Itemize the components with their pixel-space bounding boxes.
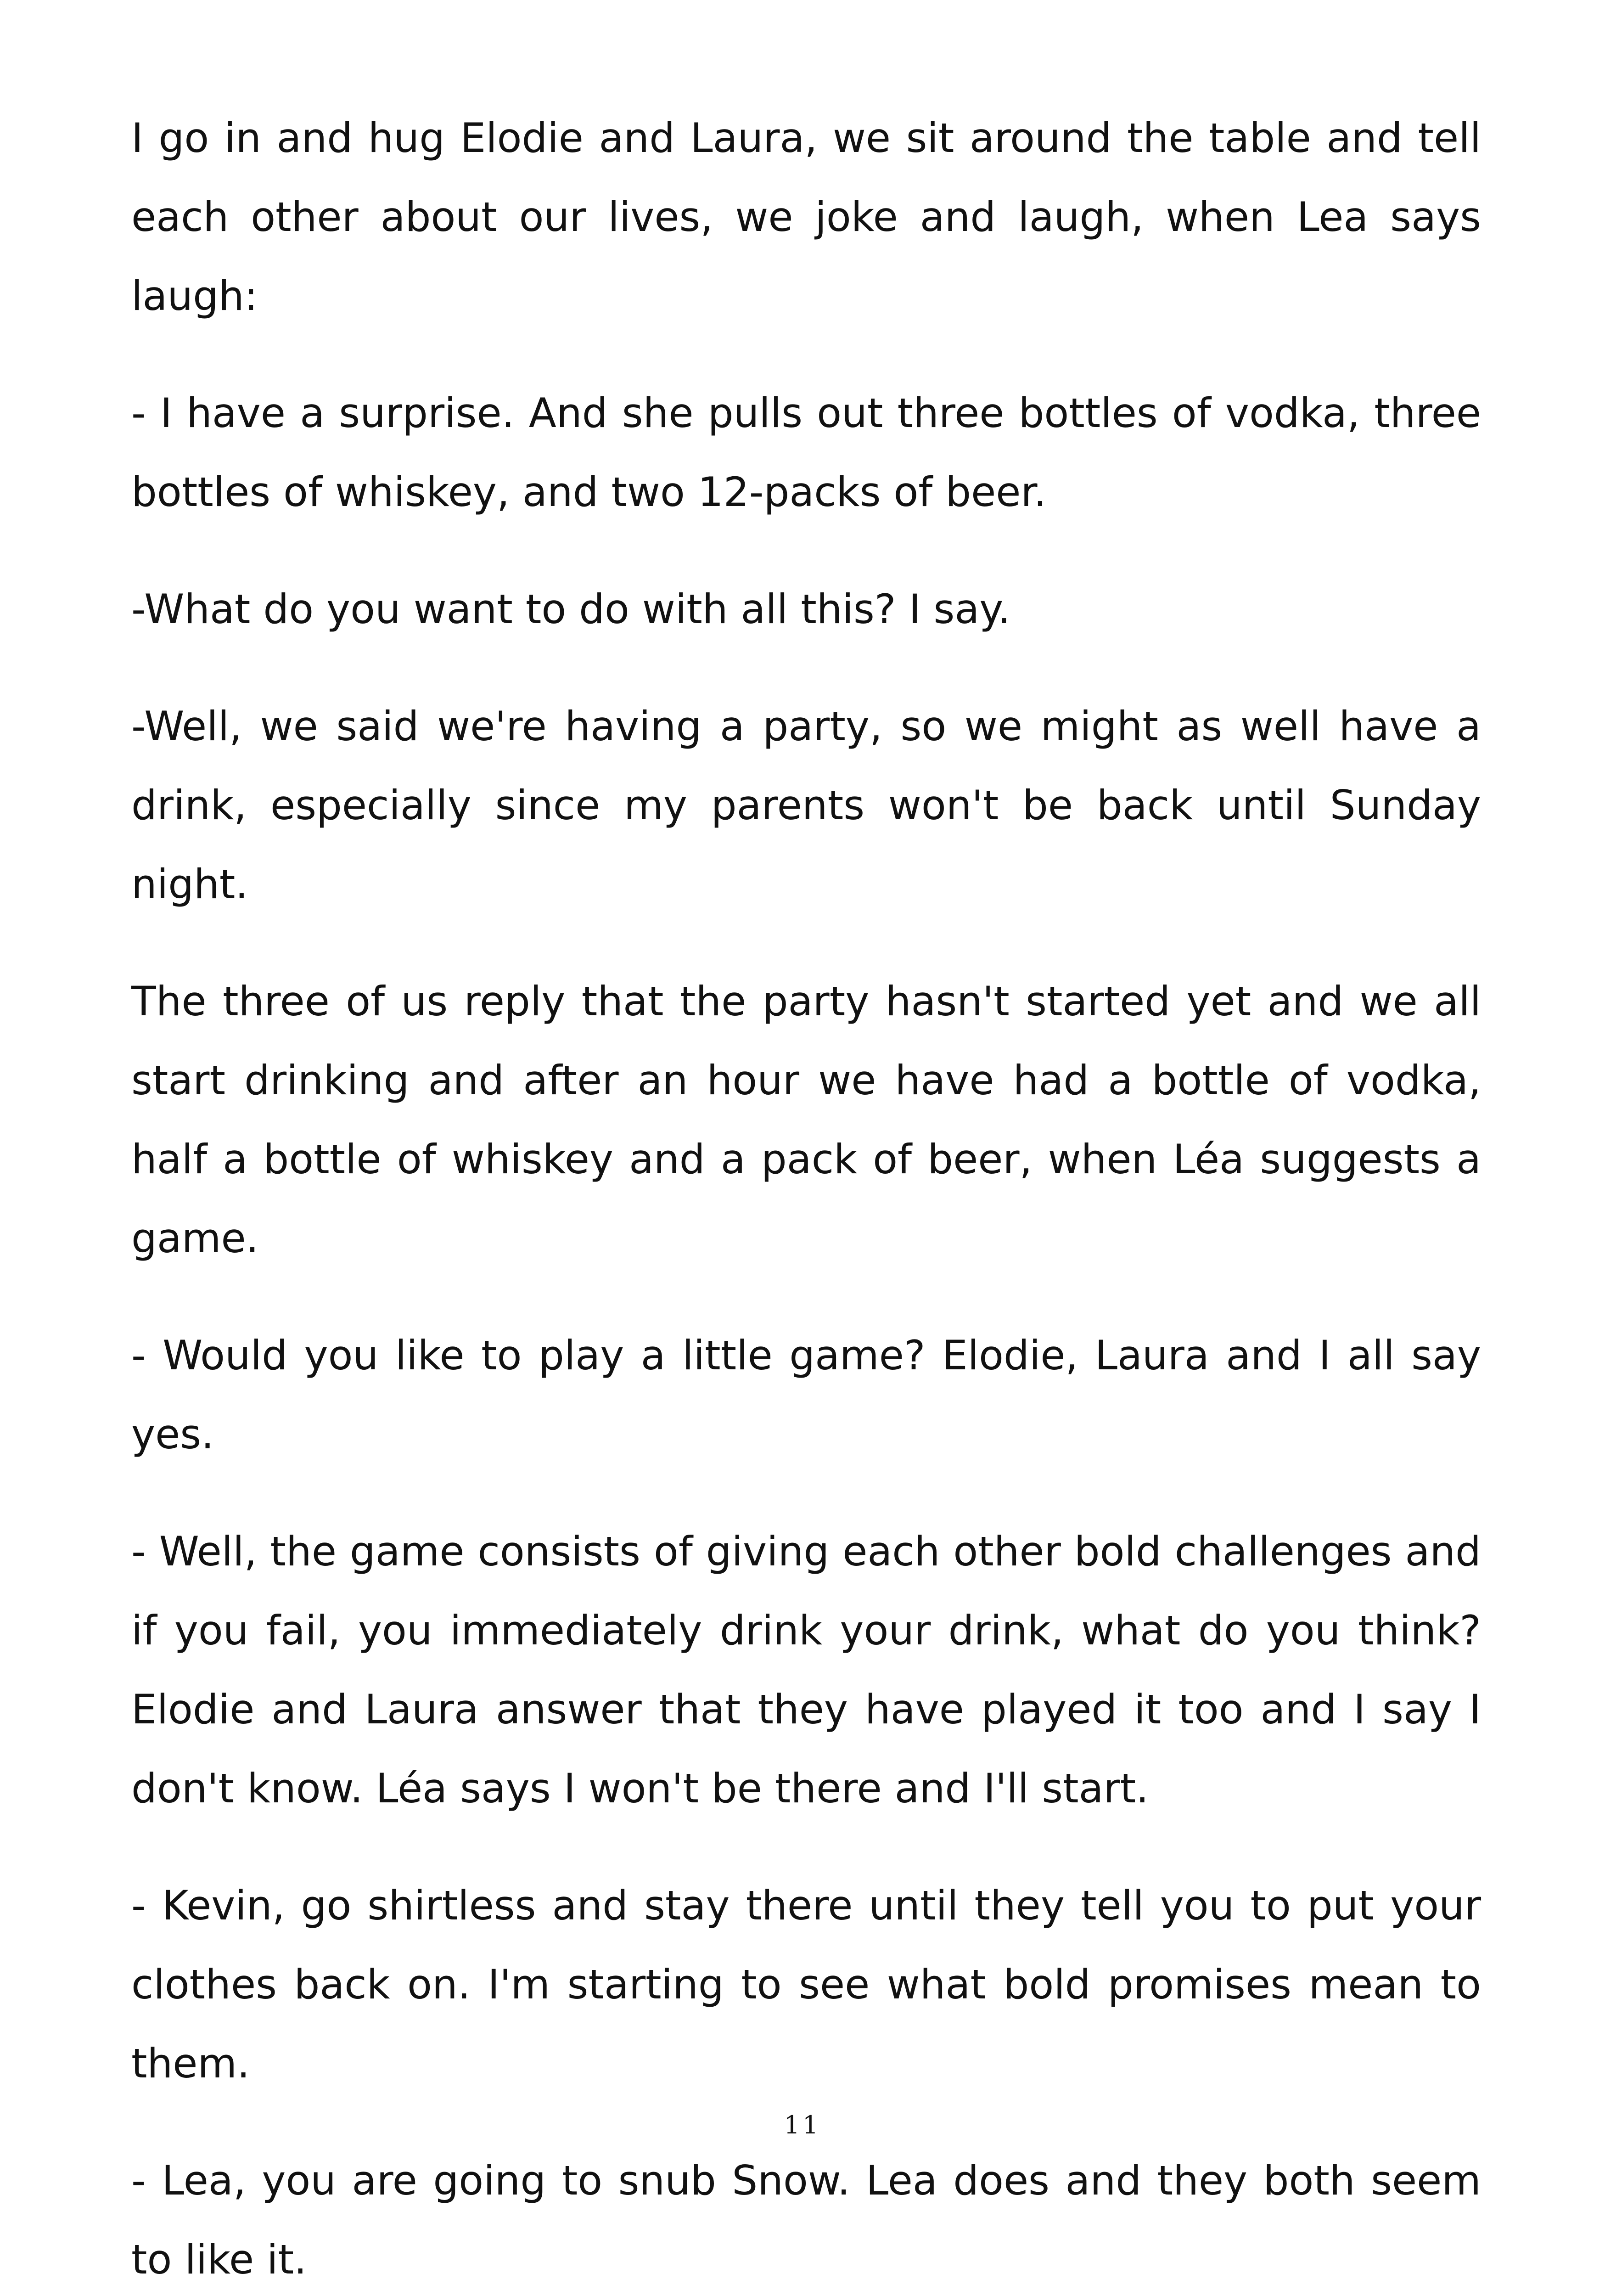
- page-number: 11: [784, 2110, 821, 2139]
- paragraph: - Kevin, go shirtless and stay there until they tell you to put your clothes back on. I'm starting to see what bold promises mean to them.: [131, 1882, 1481, 2087]
- paragraph: The three of us reply that the party hasn't started yet and we all start drinking and after an hour we have had a bottle of vodka, half a bottle of whiskey and a pack of beer, when Léa suggests a game.: [131, 978, 1481, 1262]
- paragraph: - Would you like to play a little game? Elodie, Laura and I all say yes.: [131, 1332, 1481, 1458]
- paragraph: -What do you want to do with all this? I say.: [131, 585, 1010, 633]
- document-body: [131, 99, 1481, 2296]
- paragraph: -Well, we said we're having a party, so we might as well have a drink, especially since my parents won't be back until Sunday night.: [131, 703, 1481, 908]
- paragraph: - Well, the game consists of giving each other bold challenges and if you fail, you immediately drink your drink, what do you think? Elodie and Laura answer that they have played it too and I say I don't know. Léa says I won't be there and I'll start.: [131, 1528, 1481, 1812]
- paragraph: I go in and hug Elodie and Laura, we sit around the table and tell each other about our lives, we joke and laugh, when Lea says laugh:: [131, 114, 1481, 320]
- paragraph: - I have a surprise. And she pulls out three bottles of vodka, three bottles of whiskey, and two 12-packs of beer.: [131, 389, 1481, 516]
- paragraph: - Lea, you are going to snub Snow. Lea does and they both seem to like it.: [131, 2157, 1481, 2283]
